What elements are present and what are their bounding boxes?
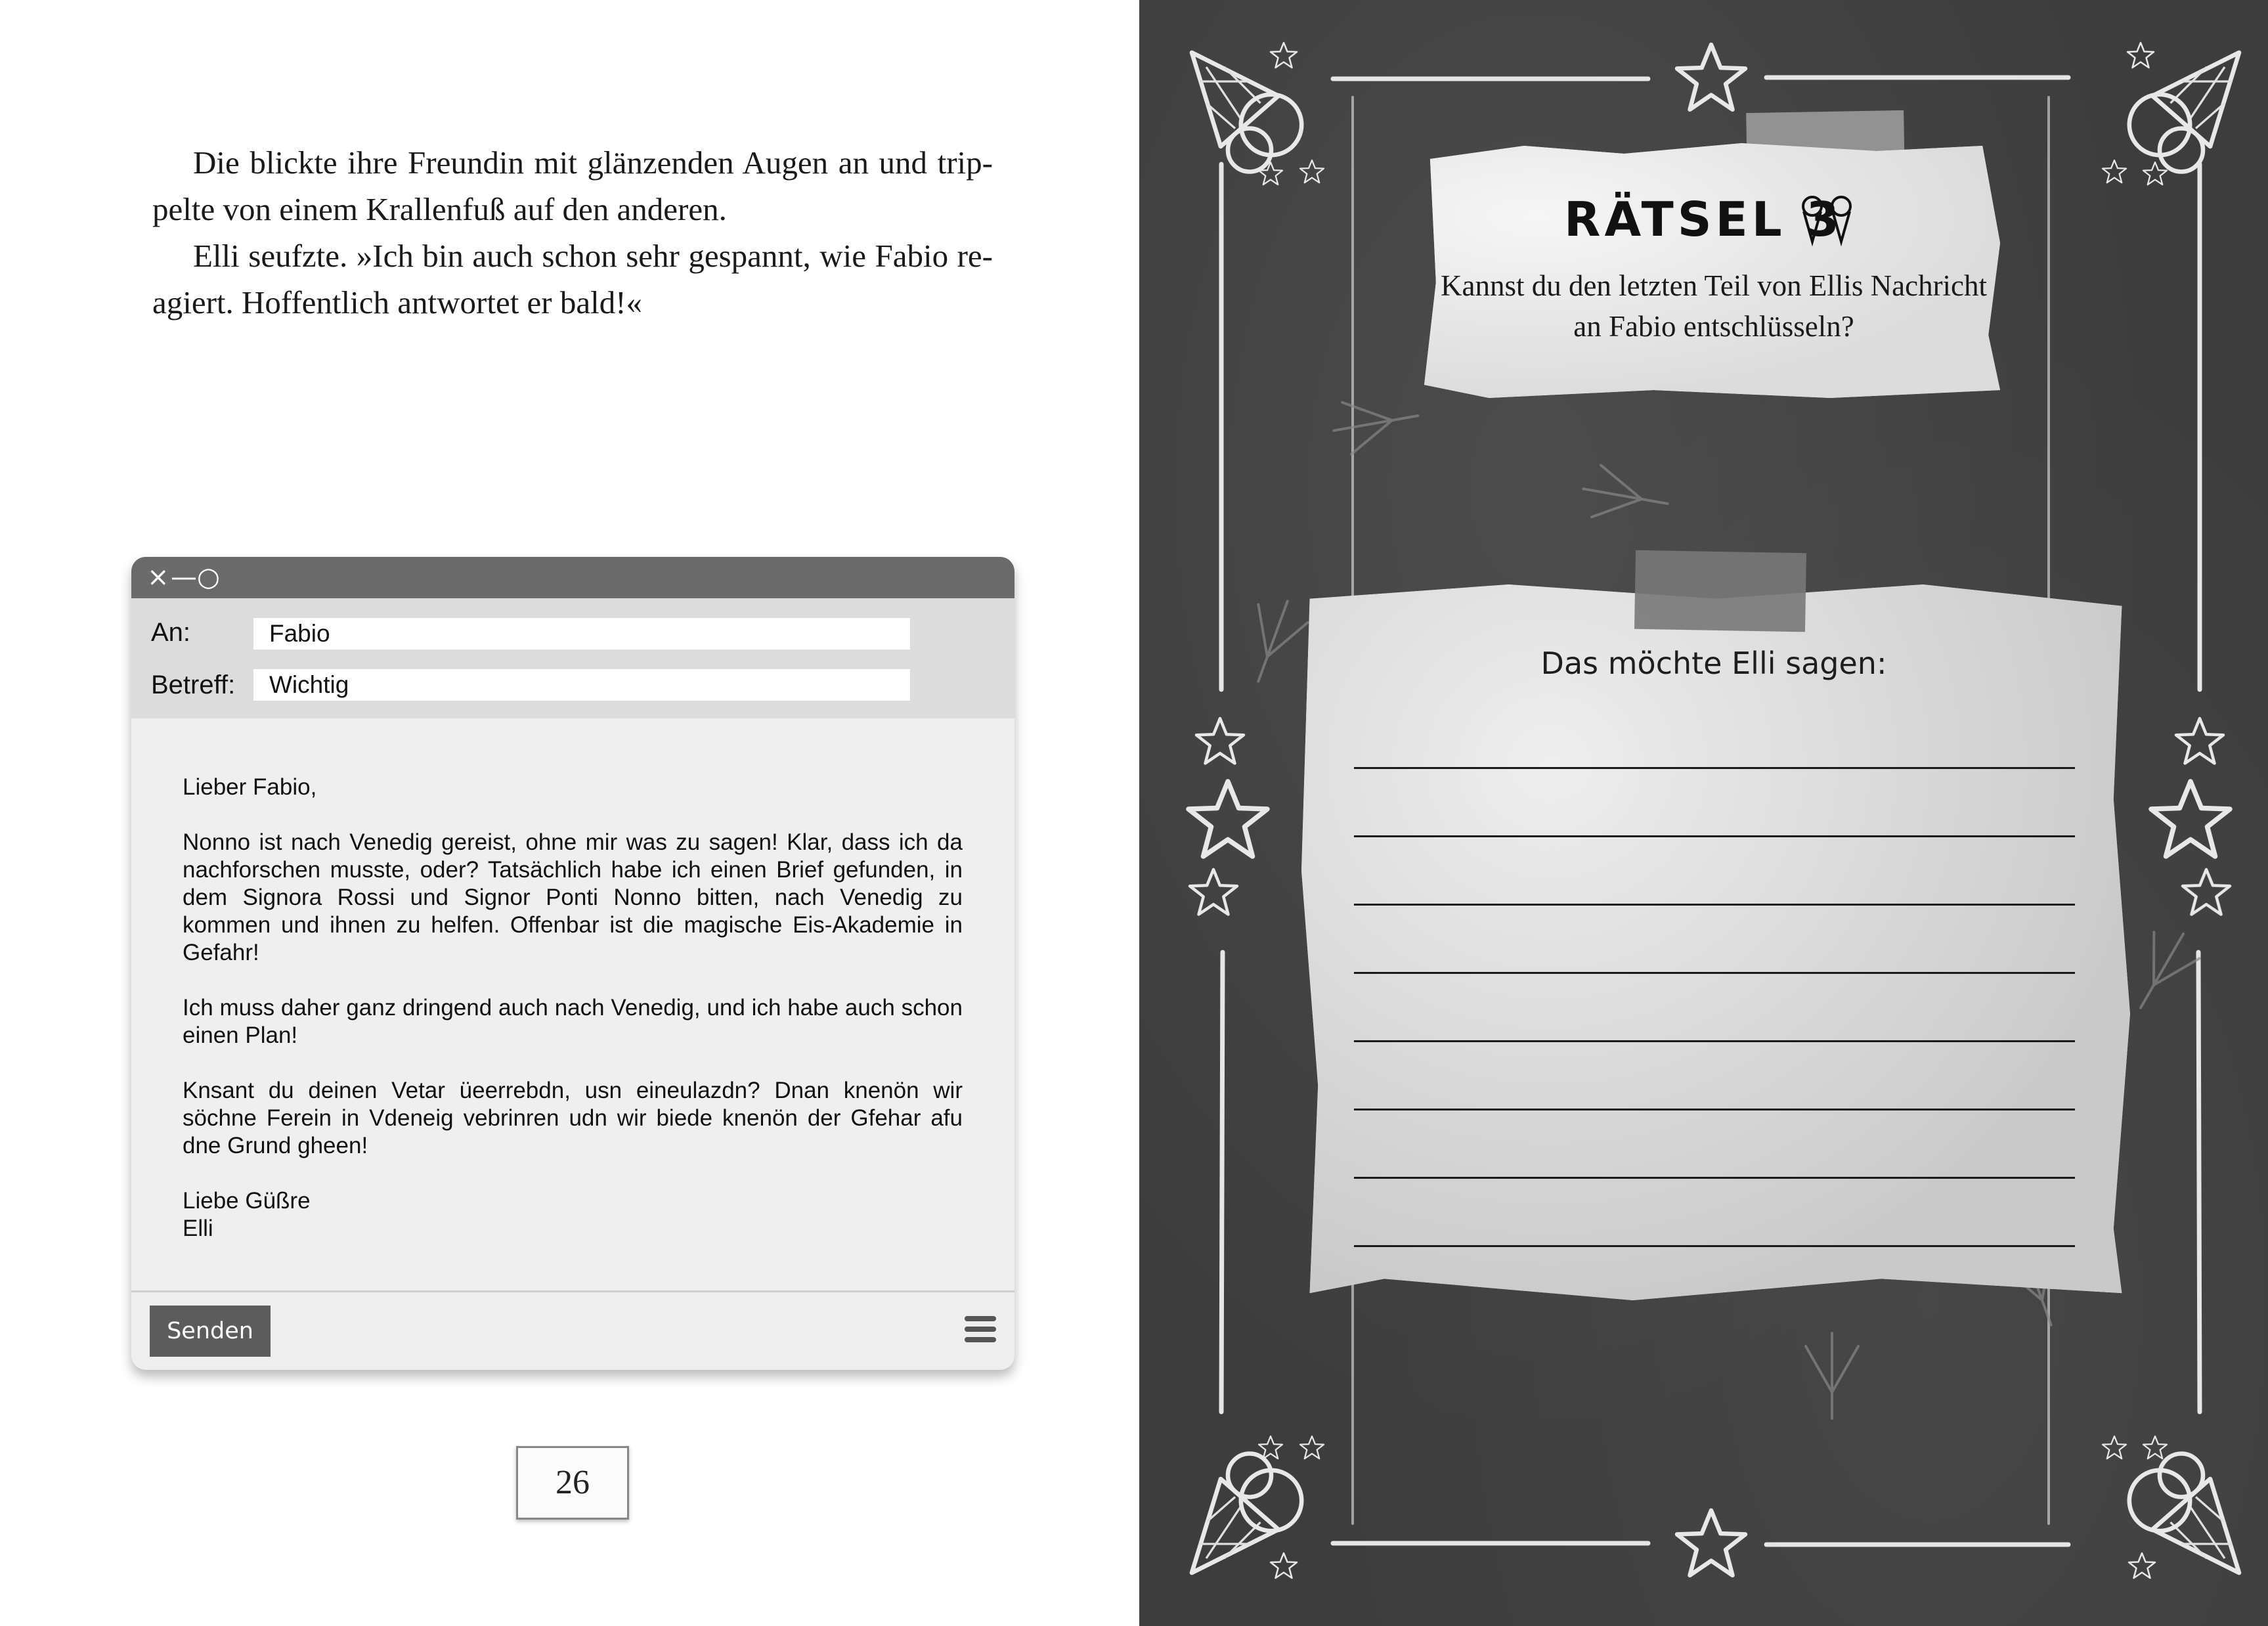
- send-button[interactable]: Senden: [150, 1306, 271, 1357]
- story-paragraph-2: Elli seufzte. »Ich bin auch schon sehr gespannt, wie Fabio re-agiert. Hoffentlich antwortet er bald!«: [152, 238, 993, 320]
- answer-label: Das möchte Elli sagen:: [1540, 646, 1887, 681]
- riddle-question: Kannst du den letzten Teil von Ellis Nachricht an Fabio entschlüsseln?: [1440, 269, 1988, 343]
- email-signature: Elli: [183, 1216, 213, 1241]
- to-label: An:: [151, 618, 191, 647]
- email-closing: Liebe Güßre: [183, 1188, 311, 1214]
- answer-line[interactable]: [1354, 1109, 2075, 1110]
- story-paragraph-1: Die blickte ihre Freundin mit glänzenden Augen an und trip-pelte von einem Krallenfuß auf den anderen.: [152, 144, 993, 227]
- answer-line[interactable]: [1354, 1245, 2075, 1247]
- ice-cream-cone-icon: [1798, 194, 1864, 247]
- answer-sheet: [1301, 584, 2130, 1300]
- answer-line[interactable]: [1354, 835, 2075, 837]
- tape: [1634, 550, 1806, 632]
- minimize-icon[interactable]: —: [171, 562, 197, 592]
- subject-label: Betreff:: [151, 670, 236, 699]
- answer-line[interactable]: [1354, 1177, 2075, 1179]
- email-greeting: Lieber Fabio,: [183, 774, 317, 800]
- to-field[interactable]: Fabio: [253, 618, 910, 649]
- answer-line[interactable]: [1354, 972, 2075, 974]
- maximize-icon[interactable]: ○: [197, 562, 220, 592]
- answer-line[interactable]: [1354, 767, 2075, 769]
- email-paragraph-2: Ich muss daher ganz dringend auch nach Venedig, und ich habe auch schon einen Plan!: [183, 995, 963, 1048]
- answer-line[interactable]: [1354, 904, 2075, 906]
- subject-field[interactable]: Wichtig: [253, 669, 910, 701]
- email-scrambled-paragraph: Knsant du deinen Vetar üeerrebdn, usn eineulazdn? Dnan knenön wir söchne Ferein in Vdeneig vebrinren udn wir biede knenön der Gfehar afu dne Grund gheen!: [183, 1078, 963, 1158]
- answer-line[interactable]: [1354, 1040, 2075, 1042]
- riddle-title: RÄTSEL 3: [1564, 192, 1843, 247]
- page-number: 26: [516, 1446, 629, 1520]
- email-paragraph-1: Nonno ist nach Venedig gereist, ohne mir was zu sagen! Klar, dass ich da nachforschen musste, oder? Tatsächlich habe ich einen Brief gefunden, in dem Signora Rossi und Signor Ponti Nonno bitten, nach Venedig zu kommen und ihnen zu helfen. Offenbar ist die magische Eis-Akademie in Gefahr!: [183, 829, 963, 965]
- close-icon[interactable]: ×: [147, 562, 169, 592]
